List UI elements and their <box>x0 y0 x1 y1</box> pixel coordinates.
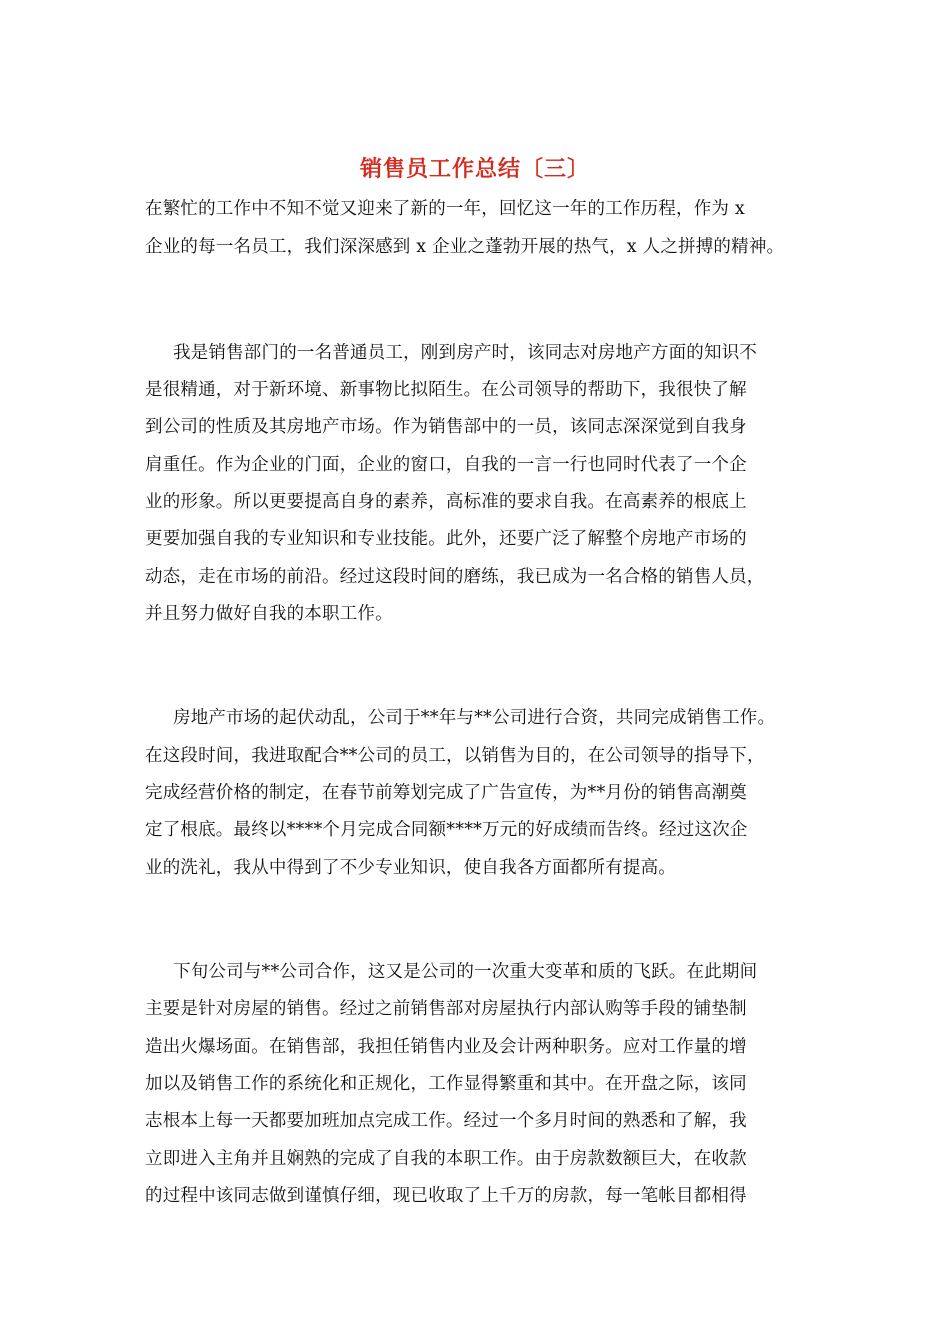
paragraph-line: 主要是针对房屋的销售。经过之前销售部对房屋执行内部认购等手段的铺垫制 <box>145 999 747 1019</box>
paragraph-line: 房地产市场的起伏动乱，公司于**年与**公司进行合资，共同完成销售工作。 <box>173 708 776 728</box>
paragraph-line: 完成经营价格的制定，在春节前筹划完成了广告宣传，为**月份的销售高潮奠 <box>145 783 747 803</box>
paragraph-line: 立即进入主角并且娴熟的完成了自我的本职工作。由于房款数额巨大，在收款 <box>145 1149 747 1169</box>
paragraph-line: 下旬公司与**公司合作，这又是公司的一次重大变革和质的飞跃。在此期间 <box>173 962 758 982</box>
paragraph-line: 动态，走在市场的前沿。经过这段时间的磨练，我已成为一名合格的销售人员， <box>145 567 765 587</box>
paragraph-line: 并且努力做好自我的本职工作。 <box>145 604 393 624</box>
paragraph-line: 加以及销售工作的系统化和正规化，工作显得繁重和其中。在开盘之际，该同 <box>145 1074 747 1094</box>
paragraph-line: 我是销售部门的一名普通员工，刚到房产时，该同志对房地产方面的知识不 <box>173 343 758 363</box>
paragraph-line: 造出火爆场面。在销售部，我担任销售内业及会计两种职务。应对工作量的增 <box>145 1037 747 1057</box>
paragraph-line: 业的洗礼，我从中得到了不少专业知识，使自我各方面都所有提高。 <box>145 858 676 878</box>
paragraph-line: 定了根底。最终以****个月完成合同额****万元的好成绩而告终。经过这次企 <box>145 820 748 840</box>
paragraph-line: 志根本上每一天都要加班加点完成工作。经过一个多月时间的熟悉和了解，我 <box>145 1111 747 1131</box>
paragraph-line: 是很精通，对于新环境、新事物比拟陌生。在公司领导的帮助下，我很快了解 <box>145 380 747 400</box>
intro-line: 企业的每一名员工，我们深深感到 x 企业之蓬勃开展的热气，x 人之拼搏的精神。 <box>145 237 785 257</box>
paragraph-line: 的过程中该同志做到谨慎仔细，现已收取了上千万的房款，每一笔帐目都相得 <box>145 1186 747 1206</box>
paragraph-line: 肩重任。作为企业的门面，企业的窗口，自我的一言一行也同时代表了一个企 <box>145 455 747 475</box>
paragraph-line: 到公司的性质及其房地产市场。作为销售部中的一员，该同志深深觉到自我身 <box>145 417 747 437</box>
paragraph-line: 在这段时间，我进取配合**公司的员工，以销售为目的，在公司领导的指导下， <box>145 746 765 766</box>
paragraph-line: 更要加强自我的专业知识和专业技能。此外，还要广泛了解整个房地产市场的 <box>145 529 747 549</box>
intro-line: 在繁忙的工作中不知不觉又迎来了新的一年，回忆这一年的工作历程，作为 x <box>145 199 745 219</box>
document-title: 销售员工作总结〔三〕 <box>359 157 590 182</box>
paragraph-line: 业的形象。所以更要提高自身的素养，高标准的要求自我。在高素养的根底上 <box>145 492 747 512</box>
